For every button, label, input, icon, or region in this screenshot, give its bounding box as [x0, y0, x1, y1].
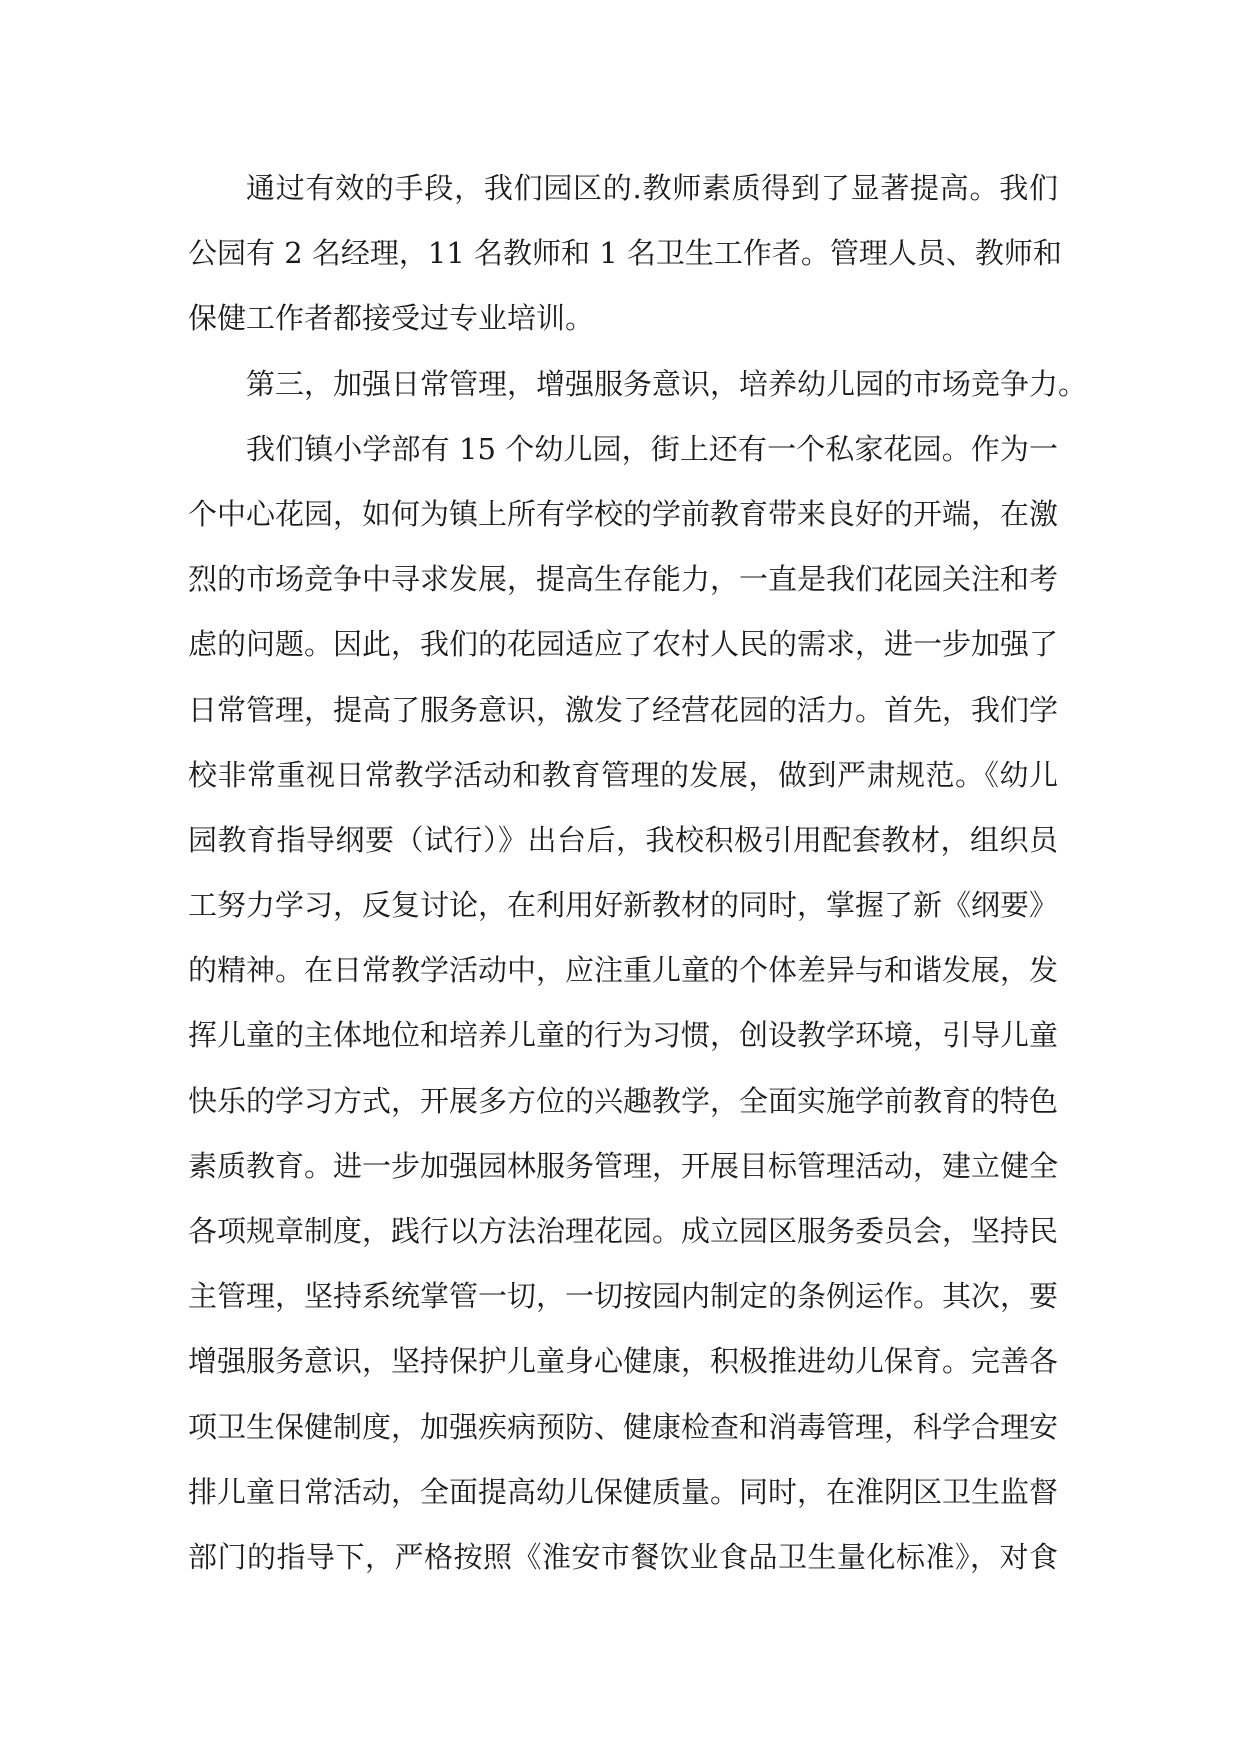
- text-line: 烈的市场竞争中寻求发展，提高生存能力，一直是我们花园关注和考: [188, 562, 1059, 597]
- text-line: 主管理，坚持系统掌管一切，一切按园内制定的条例运作。其次，要: [188, 1279, 1059, 1314]
- text-line: 挥儿童的主体地位和培养儿童的行为习惯，创设教学环境，引导儿童: [188, 1018, 1059, 1053]
- text-line: 工努力学习，反复讨论，在利用好新教材的同时，掌握了新《纲要》: [188, 888, 1059, 923]
- text-line: 的精神。在日常教学活动中，应注重儿童的个体差异与和谐发展，发: [188, 953, 1059, 988]
- text-line: 项卫生保健制度，加强疾病预防、健康检查和消毒管理，科学合理安: [188, 1409, 1059, 1444]
- text-line: 素质教育。进一步加强园林服务管理，开展目标管理活动，建立健全: [188, 1148, 1059, 1183]
- text-line: 校非常重视日常教学活动和教育管理的发展，做到严肃规范。《幼儿: [188, 757, 1058, 792]
- text-line: 我们镇小学部有 15 个幼儿园，街上还有一个私家花园。作为一: [246, 431, 1058, 466]
- document-body: [188, 156, 1088, 1590]
- text-line: 排儿童日常活动，全面提高幼儿保健质量。同时，在淮阴区卫生监督: [188, 1474, 1059, 1509]
- text-line: 增强服务意识，坚持保护儿童身心健康，积极推进幼儿保育。完善各: [188, 1344, 1059, 1379]
- text-line: 保健工作者都接受过专业培训。: [188, 301, 595, 336]
- text-line: 通过有效的手段，我们园区的.教师素质得到了显著提高。我们: [246, 171, 1058, 205]
- text-line: 园教育指导纲要（试行）》出台后，我校积极引用配套教材，组织员: [188, 822, 1058, 857]
- text-line: 各项规章制度，践行以方法治理花园。成立园区服务委员会，坚持民: [188, 1214, 1059, 1248]
- text-line: 第三，加强日常管理，增强服务意识，培养幼儿园的市场竞争力。: [246, 366, 1088, 401]
- text-line: 日常管理，提高了服务意识，激发了经营花园的活力。首先，我们学: [188, 692, 1059, 727]
- text-line: 公园有 2 名经理，11 名教师和 1 名卫生工作者。管理人员、教师和: [188, 236, 1062, 271]
- text-line: 部门的指导下，严格按照《淮安市餐饮业食品卫生量化标准》，对食: [188, 1539, 1058, 1574]
- text-line: 个中心花园，如何为镇上所有学校的学前教育带来良好的开端，在激: [188, 496, 1059, 531]
- text-line: 快乐的学习方式，开展多方位的兴趣教学，全面实施学前教育的特色: [188, 1083, 1059, 1118]
- text-line: 虑的问题。因此，我们的花园适应了农村人民的需求，进一步加强了: [188, 627, 1059, 662]
